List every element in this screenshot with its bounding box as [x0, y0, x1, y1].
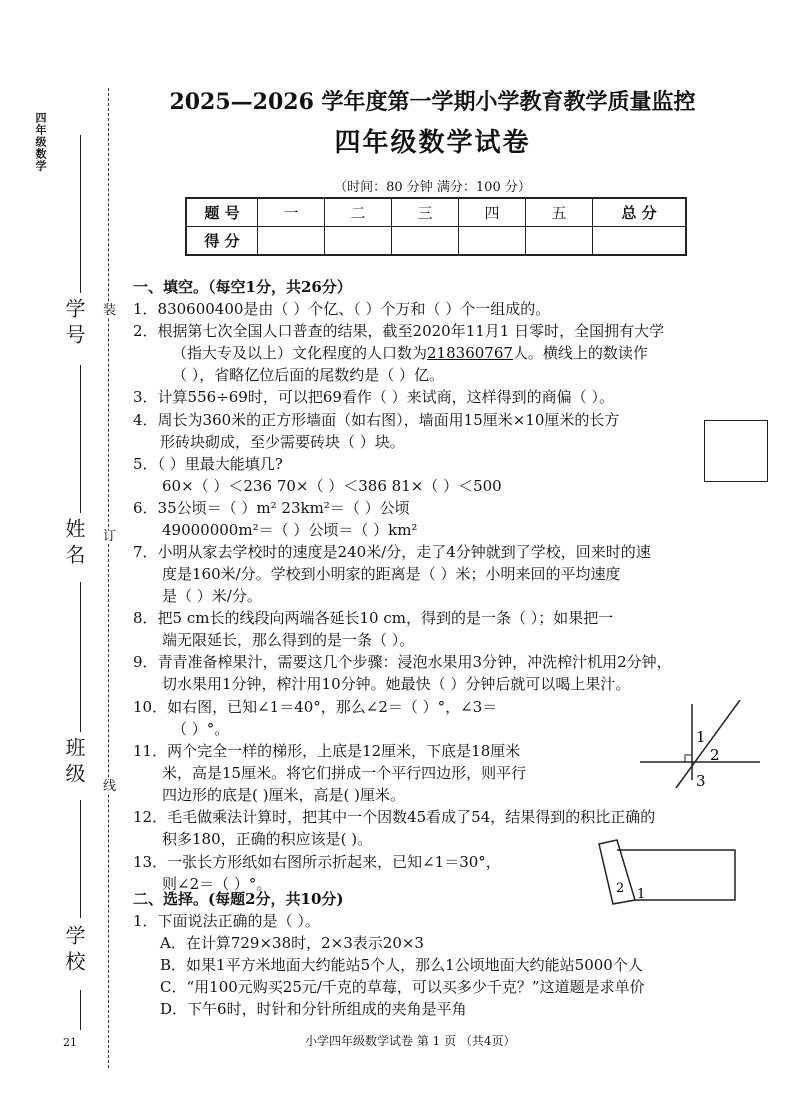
question-line: （ ），省略亿位后面的尾数约是（ ）亿。 [172, 366, 445, 384]
binding-field-line [80, 800, 81, 918]
choice-option: A．在计算729×38时，2×3表示20×3 [160, 934, 424, 952]
score-row-label: 得 分 [186, 227, 258, 256]
school-label: 学校 [62, 925, 86, 977]
question-line: 形砖块砌成，至少需要砖块（ ）块。 [160, 433, 405, 451]
angle-3-label: 3 [696, 772, 706, 790]
question-line: 7．小明从家去学校时的速度是240米/分，走了4分钟就到了学校，回来时的速 [133, 543, 651, 561]
student-number-label: 学号 [62, 298, 86, 350]
question-line: 端无限延长，那么得到的是一条（ ）。 [162, 631, 415, 649]
score-cell[interactable] [459, 227, 526, 256]
question-line: 则∠2＝（ ）°。 [162, 875, 272, 893]
angle-2-label: 2 [710, 746, 720, 764]
question-line: 4．周长为360米的正方形墙面（如右图），墙面用15厘米×10厘米的长方 [133, 411, 620, 429]
question-line: 积多180，正确的积应该是( )。 [162, 830, 373, 848]
section-heading: 二、选择。(每题2分，共10分) [133, 890, 344, 908]
section-heading: 一、填空。（每空1分，共26分） [133, 278, 352, 296]
question-text: （指大专及以上）文化程度的人口数为 [172, 344, 428, 362]
binding-mark: 装 [103, 303, 117, 318]
underlined-number: 218360767 [427, 344, 513, 362]
question-line: 1．下面说法正确的是（ ）。 [133, 912, 320, 930]
class-label: 班级 [62, 737, 86, 789]
question-line: 四边形的底是( )厘米，高是( )厘米。 [162, 786, 405, 804]
binding-dashed-line [108, 88, 109, 1068]
question-line: 米，高是15厘米。将它们拼成一个平行四边形，则平行 [162, 764, 527, 782]
exam-meta: （时间：80 分钟 满分：100 分） [334, 180, 531, 195]
score-header-cell: 总 分 [593, 198, 687, 227]
question-line: 5．（ ）里最大能填几? [133, 455, 283, 473]
exam-subtitle: 四年级数学试卷 [334, 128, 531, 158]
choice-option: D．下午6时，时针和分针所组成的夹角是平角 [160, 1000, 467, 1018]
score-table [185, 197, 687, 256]
score-cell[interactable] [258, 227, 325, 256]
question-line: 9．青青准备榨果汁，需要这几个步骤：浸泡水果用3分钟，冲洗榨汁机用2分钟， [133, 653, 672, 671]
grade-subject-label: 四年级数学 [34, 112, 47, 172]
binding-mark: 订 [103, 529, 117, 544]
binding-field-line [80, 990, 81, 1030]
exam-title: 2025—2026 学年度第一学期小学教育教学质量监控 [169, 89, 696, 115]
score-header-cell: 三 [392, 198, 459, 227]
score-header-cell: 五 [526, 198, 593, 227]
question-line [172, 342, 648, 364]
question-line: 2．根据第七次全国人口普查的结果，截至2020年11月1 日零时，全国拥有大学 [133, 322, 665, 340]
page-footer: 小学四年级数学试卷 第 1 页 （共4页） [305, 1034, 516, 1048]
score-cell[interactable] [593, 227, 687, 256]
question-line: 1．830600400是由（ ）个亿、（ ）个万和（ ）个一组成的。 [133, 300, 551, 318]
binding-field-line [80, 582, 81, 732]
score-header-cell: 四 [459, 198, 526, 227]
folded-paper-figure [595, 838, 740, 908]
choice-option: B．如果1平方米地面大约能站5个人，那么1公顷地面大约能站5000个人 [160, 956, 643, 974]
score-header-cell: 一 [258, 198, 325, 227]
question-line: 8．把5 cm长的线段向两端各延长10 cm，得到的是一条（ ）；如果把一 [133, 609, 614, 627]
name-label: 姓名 [62, 518, 86, 570]
score-cell[interactable] [392, 227, 459, 256]
question-line: 10．如右图，已知∠1＝40°，那么∠2＝（ ）°，∠3＝ [133, 698, 498, 716]
square-wall-figure [704, 420, 768, 482]
score-header-cell: 二 [325, 198, 392, 227]
fold-angle-1-label: 1 [637, 887, 646, 902]
choice-option: C．“用100元购买25元/千克的草莓，可以买多少千克？”这道题是求单价 [160, 978, 645, 996]
fold-angle-2-label: 2 [616, 881, 625, 896]
question-line: 切水果用1分钟，榨汁用10分钟。她最快（ ）分钟后就可以喝上果汁。 [162, 675, 631, 693]
question-line: （ ）°。 [172, 720, 230, 738]
binding-mark: 线 [103, 779, 117, 794]
question-line: 度是160米/分。学校到小明家的距离是（ ）米；小明来回的平均速度 [162, 565, 621, 583]
question-line: 是（ ）米/分。 [162, 587, 262, 605]
binding-field-line [80, 365, 81, 513]
question-line: 13．一张长方形纸如右图所示折起来，已知∠1＝30°， [133, 853, 501, 871]
question-line: 12．毛毛做乘法计算时，把其中一个因数45看成了54，结果得到的积比正确的 [133, 808, 656, 826]
score-header-cell: 题 号 [186, 198, 258, 227]
question-line: 49000000m²＝（ ）公顷＝（ ）km² [162, 521, 418, 539]
corner-mark: 21 [63, 1036, 77, 1049]
angle-figure [640, 700, 760, 792]
question-line: 11．两个完全一样的梯形，上底是12厘米，下底是18厘米 [133, 742, 521, 760]
question-line: 3．计算556÷69时，可以把69看作（ ）来试商，这样得到的商偏（ ）。 [133, 388, 614, 406]
angle-1-label: 1 [696, 728, 706, 746]
question-line: 60×（ ）＜236 70×（ ）＜386 81×（ ）＜500 [162, 477, 502, 495]
question-text: 人。横线上的数读作 [512, 344, 648, 362]
question-line: 6．35公顷＝（ ）m² 23km²＝（ ）公顷 [133, 499, 410, 517]
score-cell[interactable] [325, 227, 392, 256]
score-cell[interactable] [526, 227, 593, 256]
